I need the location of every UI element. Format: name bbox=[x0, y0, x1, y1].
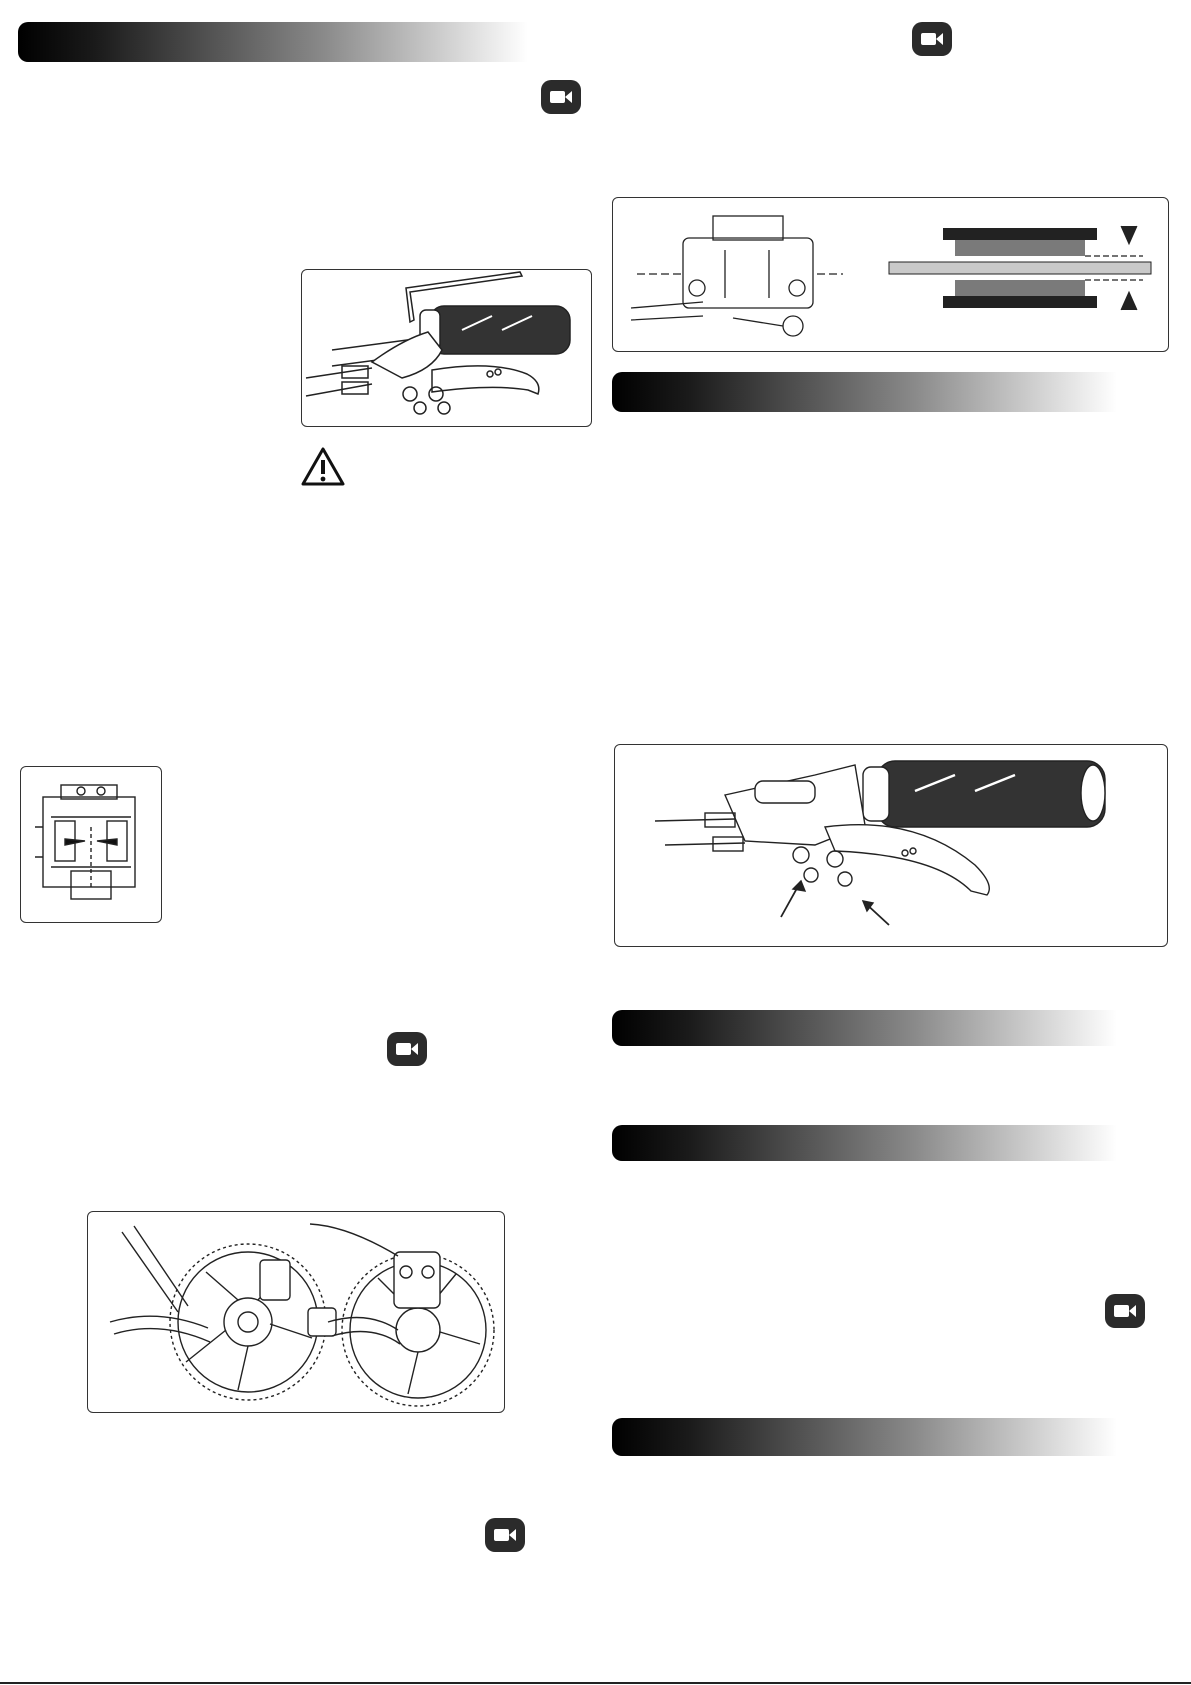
lever-adjustment-figure bbox=[614, 744, 1168, 947]
section-header-bar bbox=[612, 1010, 1117, 1046]
brake-lever-figure bbox=[301, 269, 592, 427]
pad-clearance-figure bbox=[612, 197, 1169, 352]
video-camera-icon[interactable] bbox=[387, 1032, 427, 1066]
page-bottom-rule bbox=[0, 1682, 1191, 1684]
video-camera-icon[interactable] bbox=[485, 1518, 525, 1552]
section-header-bar bbox=[18, 22, 528, 62]
rotor-caliper-figure bbox=[87, 1211, 505, 1413]
caliper-alignment-figure bbox=[20, 766, 162, 923]
video-camera-icon[interactable] bbox=[912, 22, 952, 56]
video-camera-icon[interactable] bbox=[541, 80, 581, 114]
section-header-bar bbox=[612, 372, 1117, 412]
video-camera-icon[interactable] bbox=[1105, 1294, 1145, 1328]
section-header-bar bbox=[612, 1125, 1117, 1161]
section-header-bar bbox=[612, 1418, 1117, 1456]
warning-triangle-icon bbox=[300, 446, 346, 488]
